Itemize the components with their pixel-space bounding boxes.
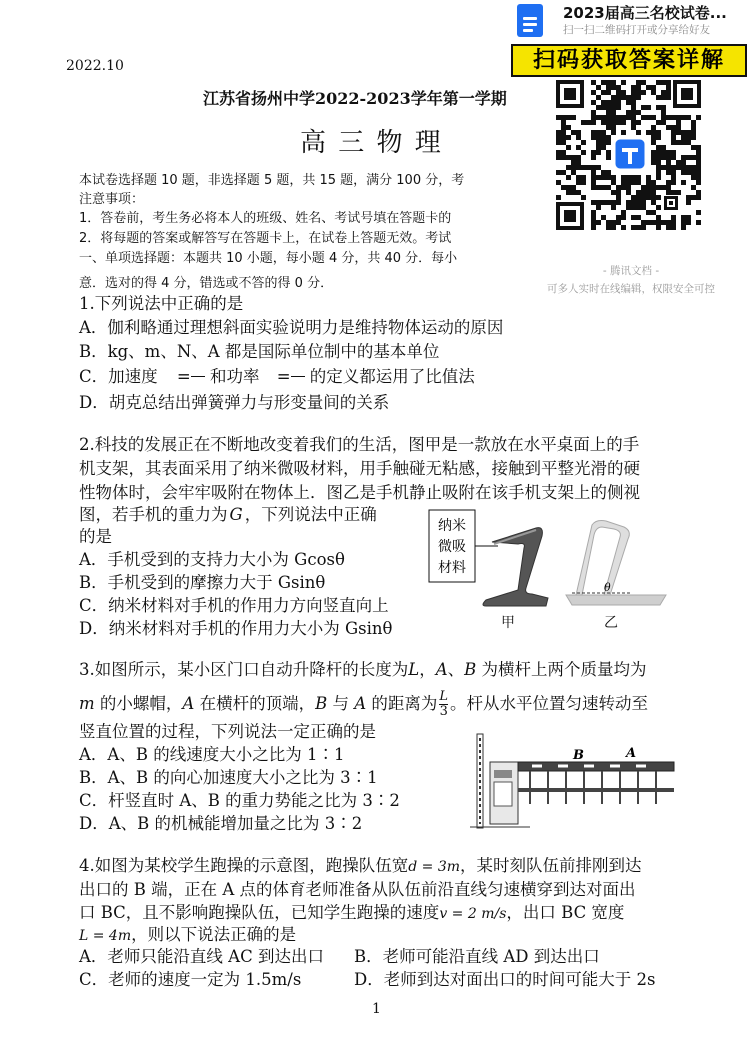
q3-line-1a: 3.如图所示，某小区门口自动升降杆的长度为 (79, 660, 409, 679)
q2-option-b: B．手机受到的摩擦力大于 Gsinθ (79, 573, 326, 592)
q2-var-g: G (229, 505, 243, 524)
fig-label-b: B (573, 748, 584, 763)
barrier-gate-figure (470, 732, 675, 832)
q3-line-2c: 在横杆的顶端， (194, 694, 316, 713)
q3-line-2b: 的小螺帽， (94, 694, 183, 713)
q2-option-a: A．手机受到的支持力大小为 Gcosθ (79, 550, 345, 569)
q1-c-mid: 和功率 (209, 367, 260, 386)
q2-line-5: 的是 (79, 527, 112, 546)
q2-line-3: 性物体时，会牢牢吸附在物体上．图乙是手机静止吸附在该手机支架上的侧视 (79, 483, 640, 502)
exam-date: 2022.10 (66, 58, 124, 74)
q3-option-d: D．A、B 的机械能增加量之比为 3∶2 (79, 814, 363, 833)
q3-line-2e: 的距离为 (366, 694, 438, 713)
intro-line-3: 1．答卷前，考生务必将本人的班级、姓名、考试号填在答题卡的 (79, 211, 452, 226)
banner-subtitle: 扫一扫二维码打开或分享给好友 (563, 24, 710, 36)
q1-option-a: A．伽利略通过理想斜面实验说明力是维持物体运动的原因 (79, 318, 504, 337)
q4-option-c: C．老师的速度一定为 1.5m/s (79, 970, 302, 989)
q3-var-b2: B (315, 694, 328, 713)
tencent-doc-icon (517, 4, 543, 37)
q1-option-d: D．胡克总结出弹簧弹力与形变量间的关系 (79, 393, 390, 412)
q3-var-l: L (408, 660, 420, 679)
q4-line-1a: 4.如图为某校学生跑操的示意图，跑操队伍宽 (79, 856, 409, 875)
q2-line-4 (79, 505, 377, 525)
fig-label-a: A (626, 746, 637, 761)
intro-line-4: 2．将每题的答案或解答写在答题卡上，在试卷上答题无效。考试 (79, 231, 452, 246)
q4-line-1b: ，某时刻队伍前排刚到达 (460, 856, 642, 875)
q3-line-3: 竖直位置的过程，下列说法一定正确的是 (79, 722, 376, 741)
q4-eq-v: v = 2 m/s (439, 906, 507, 922)
q4-option-b: B．老师可能沿直线 AD 到达出口 (354, 947, 600, 966)
q3-line-1 (79, 660, 647, 680)
tencent-doc-watermark (520, 262, 742, 298)
q4-option-a: A．老师只能沿直线 AC 到达出口 (79, 947, 324, 966)
phone-side-view-figure (562, 515, 674, 615)
fig-caption-yi: 乙 (604, 615, 618, 631)
q3-option-c: C．杆竖直时 A、B 的重力势能之比为 3∶2 (79, 791, 400, 810)
intro-line-6: 意．选对的得 4 分，错选或不答的得 0 分． (79, 276, 334, 291)
q4-line-1 (79, 856, 642, 877)
q3-option-a: A．A、B 的线速度大小之比为 1∶1 (79, 745, 345, 764)
q2-option-c: C．纳米材料对手机的作用力方向竖直向上 (79, 596, 389, 615)
fig-box-line-2: 微吸 (438, 539, 466, 555)
q3-var-a2: A (182, 694, 195, 713)
q1-option-c (79, 367, 475, 387)
q3-line-1d: 为横杆上两个质量均为 (476, 660, 647, 679)
q4-line-2: 出口的 B 端，正在 A 点的体育老师准备从队伍前沿直线匀速横穿到达对面出 (79, 880, 636, 899)
q3-option-b: B．A、B 的向心加速度大小之比为 3∶1 (79, 768, 378, 787)
q3-line-1c: 、 (447, 660, 465, 679)
q1-stem: 1.下列说法中正确的是 (79, 294, 244, 313)
page-number: 1 (372, 1001, 381, 1017)
q3-line-2d: 与 (327, 694, 355, 713)
q3-line-2 (79, 690, 648, 719)
fig-box-line-3: 材料 (438, 560, 466, 576)
fig-caption-jia: 甲 (501, 615, 515, 631)
q3-var-m: m (79, 694, 95, 713)
q1-c-eq2: = (276, 367, 291, 386)
q3-var-a3: A (354, 694, 367, 713)
q2-line-4b: ，下列说法中正确 (244, 505, 377, 524)
school-title: 江苏省扬州中学2022-2023学年第一学期 (203, 89, 507, 108)
fig-theta-label: θ (604, 581, 611, 594)
fig-box-line-1: 纳米 (438, 518, 466, 534)
qr-code-icon[interactable] (556, 80, 701, 230)
q1-c-prefix: C．加速度 (79, 367, 158, 386)
banner-title: 2023届高三名校试卷... (563, 4, 727, 22)
q4-line-3 (79, 903, 624, 924)
q2-line-2: 机支架，其表面采用了纳米微吸材料，用手触碰无粘感，接触到平整光滑的硬 (79, 459, 640, 478)
q4-line-4b: ，则以下说法正确的是 (131, 925, 297, 944)
q1-c-suffix: 的定义都运用了比值法 (309, 367, 475, 386)
intro-line-1: 本试卷选择题 10 题，非选择题 5 题，共 15 题，满分 100 分，考 (79, 173, 465, 188)
q4-eq-d: d = 3m (408, 859, 461, 875)
q4-eq-l: L = 4m (79, 928, 132, 944)
watermark-line-1: - 腾讯文档 - (602, 265, 660, 277)
promo-banner[interactable]: 扫码获取答案详解 (511, 44, 747, 77)
q3-fraction (439, 690, 448, 719)
q3-var-b: B (464, 660, 477, 679)
q4-option-d: D．老师到达对面出口的时间可能大于 2s (354, 970, 656, 989)
q3-line-1b: ， (419, 660, 436, 679)
q3-line-2f: 。杆从水平位置匀速转动至 (450, 694, 649, 713)
share-banner[interactable] (505, 0, 752, 44)
subject-title: 高 三 物 理 (300, 128, 443, 158)
q3-frac-num: L (439, 689, 449, 704)
q2-line-1: 2.科技的发展正在不断地改变着我们的生活，图甲是一款放在水平桌面上的手 (79, 435, 640, 454)
q2-line-4a: 图，若手机的重力为 (79, 505, 228, 524)
intro-line-2: 注意事项： (79, 192, 145, 207)
q2-option-d: D．纳米材料对手机的作用力大小为 Gsinθ (79, 619, 393, 638)
q1-option-b: B．kg、m、N、A 都是国际单位制中的基本单位 (79, 342, 440, 361)
q3-var-a: A (435, 660, 448, 679)
q4-line-3a: 口 BC，且不影响跑操队伍，已知学生跑操的速度 (79, 903, 440, 922)
q3-frac-den: 3 (439, 704, 448, 719)
watermark-line-2: 可多人实时在线编辑，权限安全可控 (547, 283, 715, 295)
q4-line-4 (79, 925, 296, 946)
phone-stand-figure (428, 508, 560, 610)
q1-c-eq1: = (176, 367, 191, 386)
q4-line-3b: ，出口 BC 宽度 (506, 903, 625, 922)
intro-line-5: 一、单项选择题：本题共 10 小题，每小题 4 分，共 40 分．每小 (79, 251, 458, 266)
